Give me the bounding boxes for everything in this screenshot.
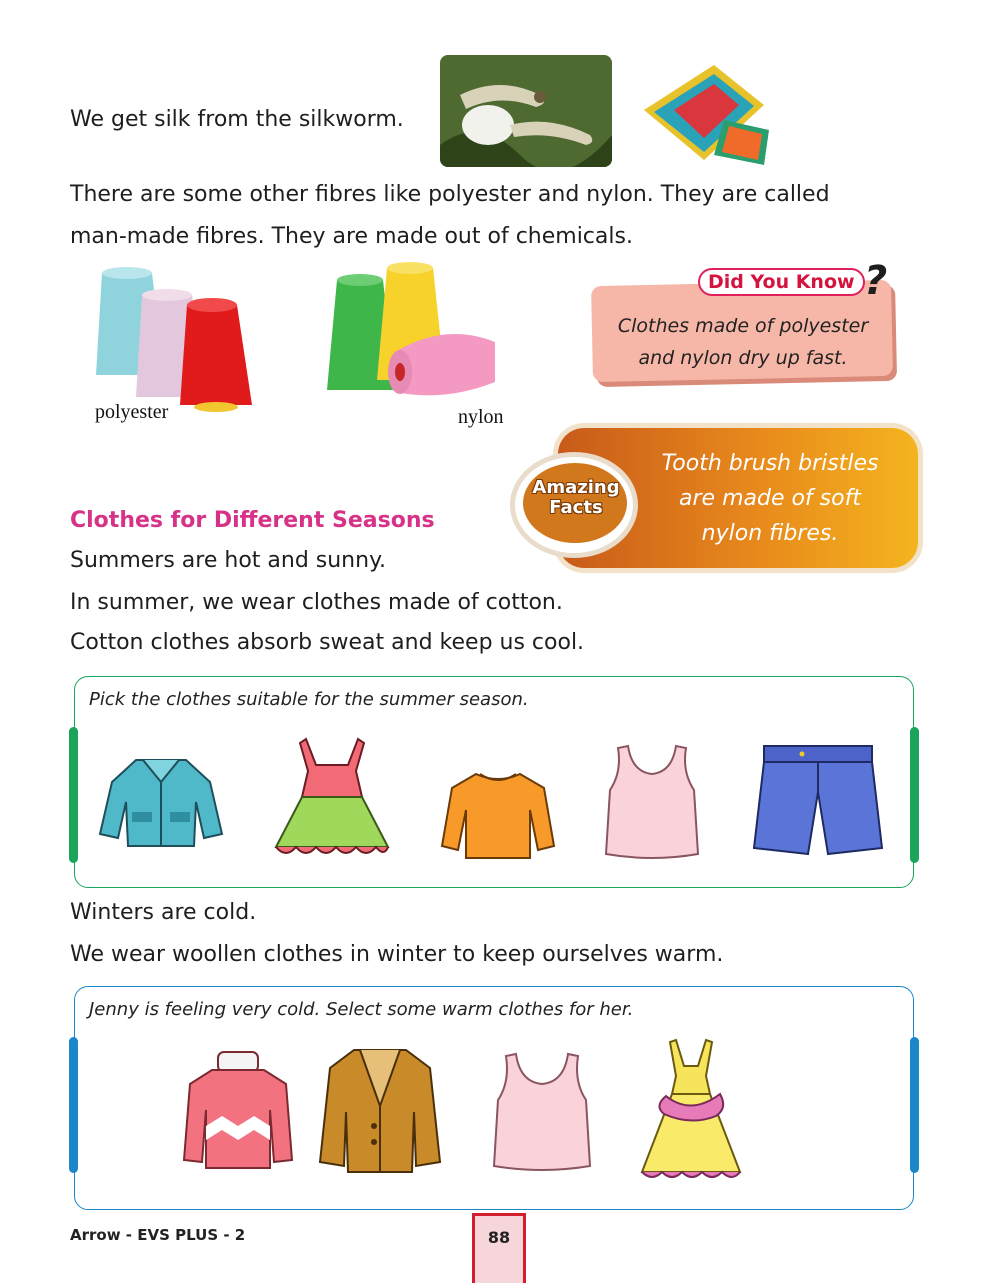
- winter-box-left-tab: [69, 1037, 78, 1173]
- summer-line-3: Cotton clothes absorb sweat and keep us cool.: [70, 630, 585, 655]
- winter-activity-prompt: Jenny is feeling very cold. Select some warm clothes for her.: [89, 999, 634, 1020]
- section-heading: Clothes for Different Seasons: [70, 508, 435, 533]
- winter-line-1: Winters are cold.: [70, 900, 257, 925]
- question-mark-icon: ?: [864, 258, 888, 304]
- amazing-facts-label-1: Amazing: [532, 477, 620, 498]
- silk-saree-photo: [634, 60, 774, 168]
- shorts-icon[interactable]: [752, 742, 884, 860]
- silk-sentence: We get silk from the silkworm.: [70, 107, 404, 132]
- page-number: 88: [487, 1228, 511, 1247]
- nylon-spools-image: [325, 262, 505, 412]
- summer-line-1: Summers are hot and sunny.: [70, 548, 386, 573]
- polyester-spools-image: [92, 265, 262, 415]
- footer-book-title: Arrow - EVS PLUS - 2: [70, 1226, 246, 1244]
- amazing-facts-label-2: Facts: [549, 497, 603, 518]
- coat-icon[interactable]: [318, 1046, 442, 1176]
- summer-box-right-tab: [910, 727, 919, 863]
- did-you-know-text: [596, 310, 890, 374]
- summer-line-2: In summer, we wear clothes made of cotton.: [70, 590, 563, 615]
- polyester-caption: polyester: [95, 401, 169, 423]
- did-you-know-line-1: Clothes made of polyester: [617, 315, 869, 337]
- sweater-icon[interactable]: [440, 768, 556, 864]
- summer-box-left-tab: [69, 727, 78, 863]
- jacket-icon[interactable]: [98, 752, 224, 852]
- did-you-know-title: Did You Know: [698, 268, 865, 296]
- winter-line-2: We wear woollen clothes in winter to keep ourselves warm.: [70, 942, 724, 967]
- amazing-facts-line-2: are made of soft: [679, 486, 861, 511]
- summer-activity-prompt: Pick the clothes suitable for the summer season.: [89, 689, 529, 710]
- vest-icon[interactable]: [488, 1050, 596, 1174]
- amazing-facts-line-1: Tooth brush bristles: [661, 451, 879, 476]
- page-number-box: [472, 1213, 526, 1283]
- manmade-line-1: There are some other fibres like polyester and nylon. They are called: [70, 182, 830, 207]
- nylon-caption: nylon: [458, 406, 504, 428]
- gown-icon[interactable]: [636, 1036, 746, 1186]
- amazing-facts-label: [528, 478, 624, 518]
- vest-icon[interactable]: [602, 742, 702, 860]
- amazing-facts-line-3: nylon fibres.: [701, 521, 839, 546]
- did-you-know-line-2: and nylon dry up fast.: [638, 347, 848, 369]
- frock-icon[interactable]: [272, 735, 392, 863]
- amazing-facts-text: [640, 446, 900, 551]
- turtleneck-sweater-icon[interactable]: [182, 1050, 294, 1172]
- manmade-line-2: man-made fibres. They are made out of chemicals.: [70, 224, 633, 249]
- winter-box-right-tab: [910, 1037, 919, 1173]
- silkworm-photo: [440, 55, 612, 167]
